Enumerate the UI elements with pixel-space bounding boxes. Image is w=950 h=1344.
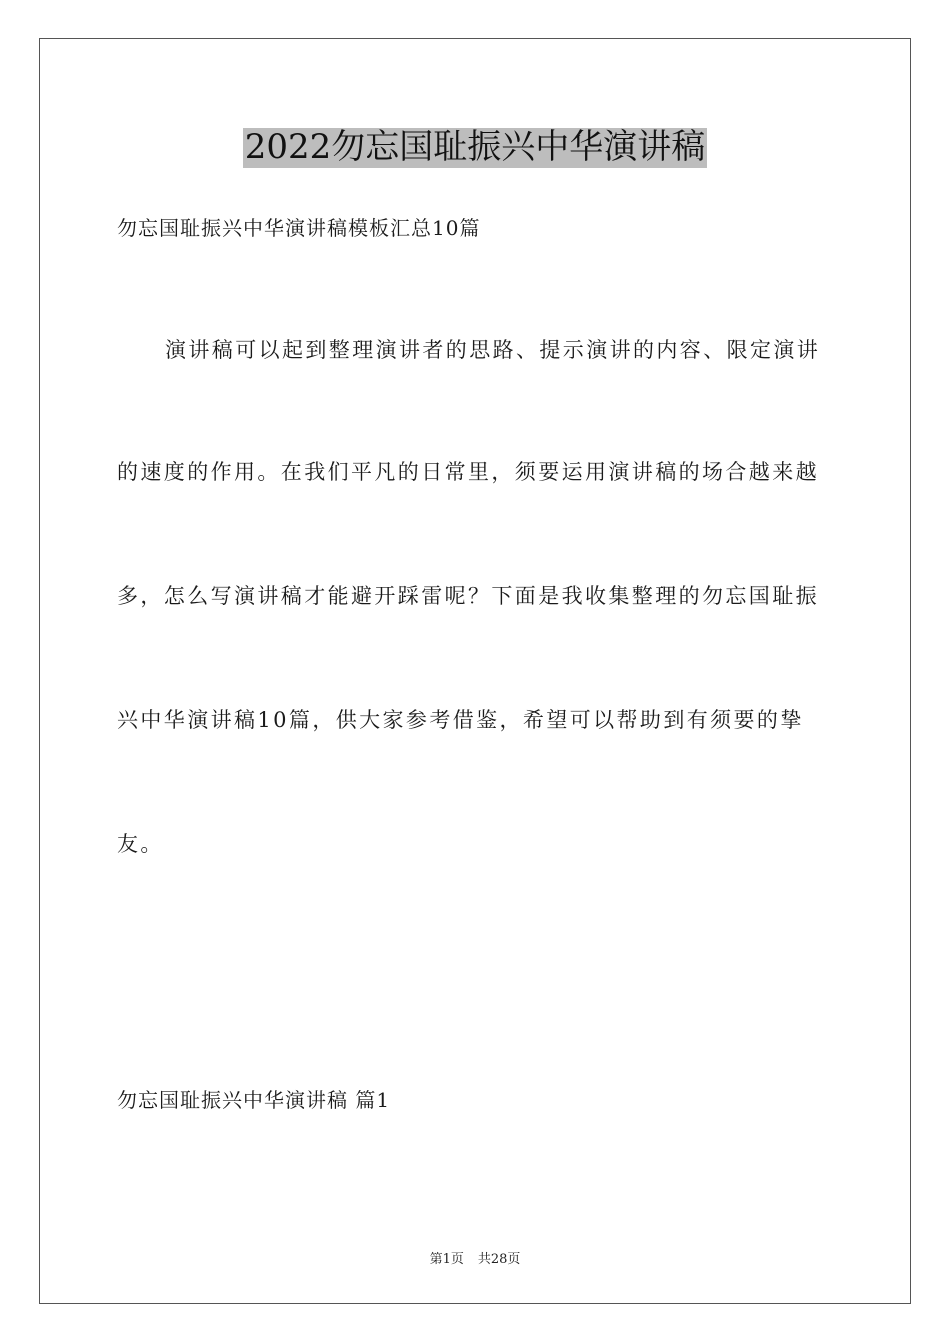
section-heading: 勿忘国耻振兴中华演讲稿 篇1 bbox=[117, 1088, 391, 1112]
document-subtitle: 勿忘国耻振兴中华演讲稿模板汇总10篇 bbox=[117, 216, 481, 240]
page-number: 第1页 bbox=[429, 1252, 464, 1267]
intro-line-2: 的速度的作用。在我们平凡的日常里，须要运用演讲稿的场合越来越 bbox=[117, 460, 819, 484]
intro-line-1: 演讲稿可以起到整理演讲者的思路、提示演讲的内容、限定演讲 bbox=[165, 338, 821, 362]
document-title bbox=[0, 128, 950, 168]
intro-line-3: 多，怎么写演讲稿才能避开踩雷呢？下面是我收集整理的勿忘国耻振 bbox=[117, 584, 819, 608]
page-footer bbox=[0, 1248, 950, 1267]
intro-line-4: 兴中华演讲稿10篇，供大家参考借鉴，希望可以帮助到有须要的挚 bbox=[117, 708, 804, 732]
document-title-text: 2022勿忘国耻振兴中华演讲稿 bbox=[244, 127, 706, 167]
intro-line-5: 友。 bbox=[117, 832, 164, 856]
page-total: 共28页 bbox=[477, 1252, 521, 1267]
